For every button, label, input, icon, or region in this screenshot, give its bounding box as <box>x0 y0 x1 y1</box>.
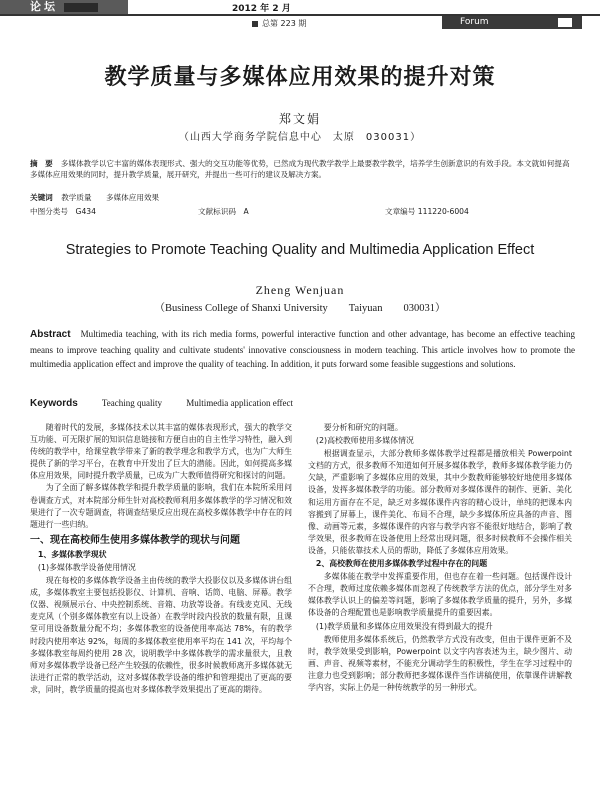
abstract-zh-text: 多媒体教学以它丰富的媒体表现形式、强大的交互功能等优势，已然成为现代教学教学上最要教学教学，培养学生创新意识的有效手段。本文就如何提高多媒体应用效果的同时，提升教学质量，展开研究，并提出一些可行的建议及解决方案。 <box>30 159 570 179</box>
subsection-heading: 2、高校教师在使用多媒体教学过程中存在的问题 <box>315 559 488 569</box>
section-label: 论坛 <box>30 0 58 13</box>
keyword-zh: 教学质量 <box>61 193 92 202</box>
abstract-en-text: Multimedia teaching, with its rich media forms, powerful interactive function and other advantage, has become an effective teaching means to improve teaching quality and cultivate students' innovative consciousness in modern teaching. This article involves how to promote the multimedia application effect and improve the quality of teaching. In addition, it puts forward some feasible suggestions and solutions. <box>30 329 575 369</box>
body-paragraph: 要分析和研究的问题。 <box>323 423 403 432</box>
abstract-en <box>30 327 575 372</box>
body-paragraph: 根据调查显示，大部分教师多媒体教学过程都是播放相关 Powerpoint 文档的方式，很多教师不知道如何开展多媒体教学，教师多媒体教学能力仍欠缺，严重影响了多媒体应用的效果，其中少数教师能够较好地使用多媒体设备，发挥多媒体教学的功能。部分教师对多媒体课件的制作、更新、美化和运用方面存在不足，缺乏对多媒体课件内容的精心设计，单纯的把课本内容搬到了屏幕上，课件美化、布局不合理，缺少多媒体所应具备的声音、图像、动画等元素，多媒体课件的内容与教学内容不能很好地结合，影响了教学效果，很多教师在设备使用上经常出现问题，很多时候教师不会操作相关设备，只能依靠技术人员的帮助，降低了多媒体应用效果。 <box>308 449 572 555</box>
keywords-zh <box>30 192 171 203</box>
issue-date: 2012 年 2 月 <box>232 4 291 14</box>
body-paragraph: 为了全面了解多媒体教学和提升教学质量的影响，我们在本院所采用问卷调查方式，对本院部分师生针对高校教师利用多媒体教学的学习情况和效果进行了一次专题调查，将调查结果反应出现在高校多媒体教学中存在的问题进行一些归纳。 <box>30 483 292 529</box>
body-paragraph: 随着时代的发展，多媒体技术以其丰富的媒体表现形式，强大的教学交互功能、可无限扩展的知识信息链接和方便自由的自主性学习特性，融入到传统的教学中，给课堂教学带来了新的教学理念和教学方式，也为广大师生提供了新的学习平台，在教育中开发出了巨大的潜能。因此，如何提高多媒体应用效果，同时提升教学质量，已成为广大教师值得研究和探讨的问题。 <box>30 423 292 481</box>
keyword-zh: 多媒体应用效果 <box>106 193 160 202</box>
clc-number: 中图分类号 G434 <box>30 207 96 216</box>
subsubsection-heading: (1)教学质量和多媒体应用效果没有得到最大的提升 <box>315 621 493 631</box>
english-title: Strategies to Promote Teaching Quality and Multimedia Application Effect <box>65 242 535 258</box>
body-left-column <box>30 422 292 696</box>
keyword-en: Multimedia application effect <box>186 398 294 408</box>
subsection-heading: 1、多媒体教学现状 <box>37 549 107 559</box>
section-tab <box>0 0 128 14</box>
subsubsection-heading: (1)多媒体教学设备使用情况 <box>37 562 136 572</box>
abstract-zh <box>30 158 575 180</box>
author-affiliation: （山西大学商务学院信息中心 太原 030031） <box>178 132 422 143</box>
forum-tab <box>442 16 582 29</box>
document-code: 文献标识码 A <box>198 207 249 216</box>
english-author: Zheng Wenjuan <box>255 283 345 297</box>
abstract-en-label: Abstract <box>30 329 71 340</box>
section-decoration <box>64 3 98 12</box>
english-affiliation: （Business College of Shanxi University Taiyuan 030031） <box>154 303 446 314</box>
keywords-en-label: Keywords <box>30 398 78 409</box>
body-paragraph: 教师使用多媒体系统后，仍然教学方式没有改变，但由于课件更新不及时，教学效果受到影响，Powerpoint 以文字内容表述为主，缺少图片、动画、声音、视频等素材，不能充分调动学生的积极性，学生在学习过程中的注意力也受到影响；部分教师把多媒体课件当作讲稿使用，依靠课件讲解教学内容，实际上仍是一种传统教学的另一种形式。 <box>308 634 572 692</box>
keywords-en <box>30 398 315 409</box>
page-header <box>0 0 600 30</box>
body-paragraph: 现在每校的多媒体教学设备主由传统的教学大投影仪以及多媒体讲台组成，多媒体教室主要包括投影仪、计算机、音响、话筒、电脑、屏幕。教学仪器、视频展示台、中央控制系统、音箱、功放等设备。有线麦克风、无线麦克风（个别多媒体教室有以上设备）在教学时段内投放的数量有限，且课堂可用设备数量分配不均；多媒体教室的设备使用率高达 78%，有的教学时段内使用率达 92%，每周的多媒体教室使用率平均在 141 次，平均每个多媒体教室每周约使用 28 次，说明教学中多媒体教学的需求量很大，且教师对多媒体教学设备已经产生较强的依赖性，很多时候教师离开多媒体就无法进行正常的教学活动，这对多媒体教学设备的维护和管理提出了更高的要求，同时，教学质量的提高也对多媒体教学效果提出了更高的期待。 <box>30 576 292 694</box>
issue-number-text: 总第 223 期 <box>262 19 307 28</box>
subsubsection-heading: (2)高校教师使用多媒体情况 <box>315 436 414 446</box>
body-right-column <box>308 422 572 694</box>
keyword-en: Teaching quality <box>101 398 162 408</box>
author-name: 郑文娟 <box>278 112 321 126</box>
keywords-zh-label: 关键词 <box>30 193 53 202</box>
body-paragraph: 多媒体能在教学中发挥重要作用，但也存在着一些问题。包括课件设计不合理，教师过度依赖多媒体而忽视了传统教学方法的优点，部分学生对多媒体教学认识上的偏差等问题，影响了多媒体教学质量的提升，另外，多媒体设备的合理配置也是影响教学质量提升的重要因素。 <box>308 572 572 618</box>
paper-title: 教学质量与多媒体应用效果的提升对策 <box>104 65 496 90</box>
section-heading: 一、现在高校师生使用多媒体教学的现状与问题 <box>30 534 240 546</box>
article-number: 文章编号 111220-6004 <box>385 207 469 216</box>
square-bullet-icon <box>252 21 258 27</box>
forum-label: Forum <box>460 17 489 27</box>
issue-number <box>252 18 306 29</box>
abstract-zh-label: 摘 要 <box>30 159 53 168</box>
